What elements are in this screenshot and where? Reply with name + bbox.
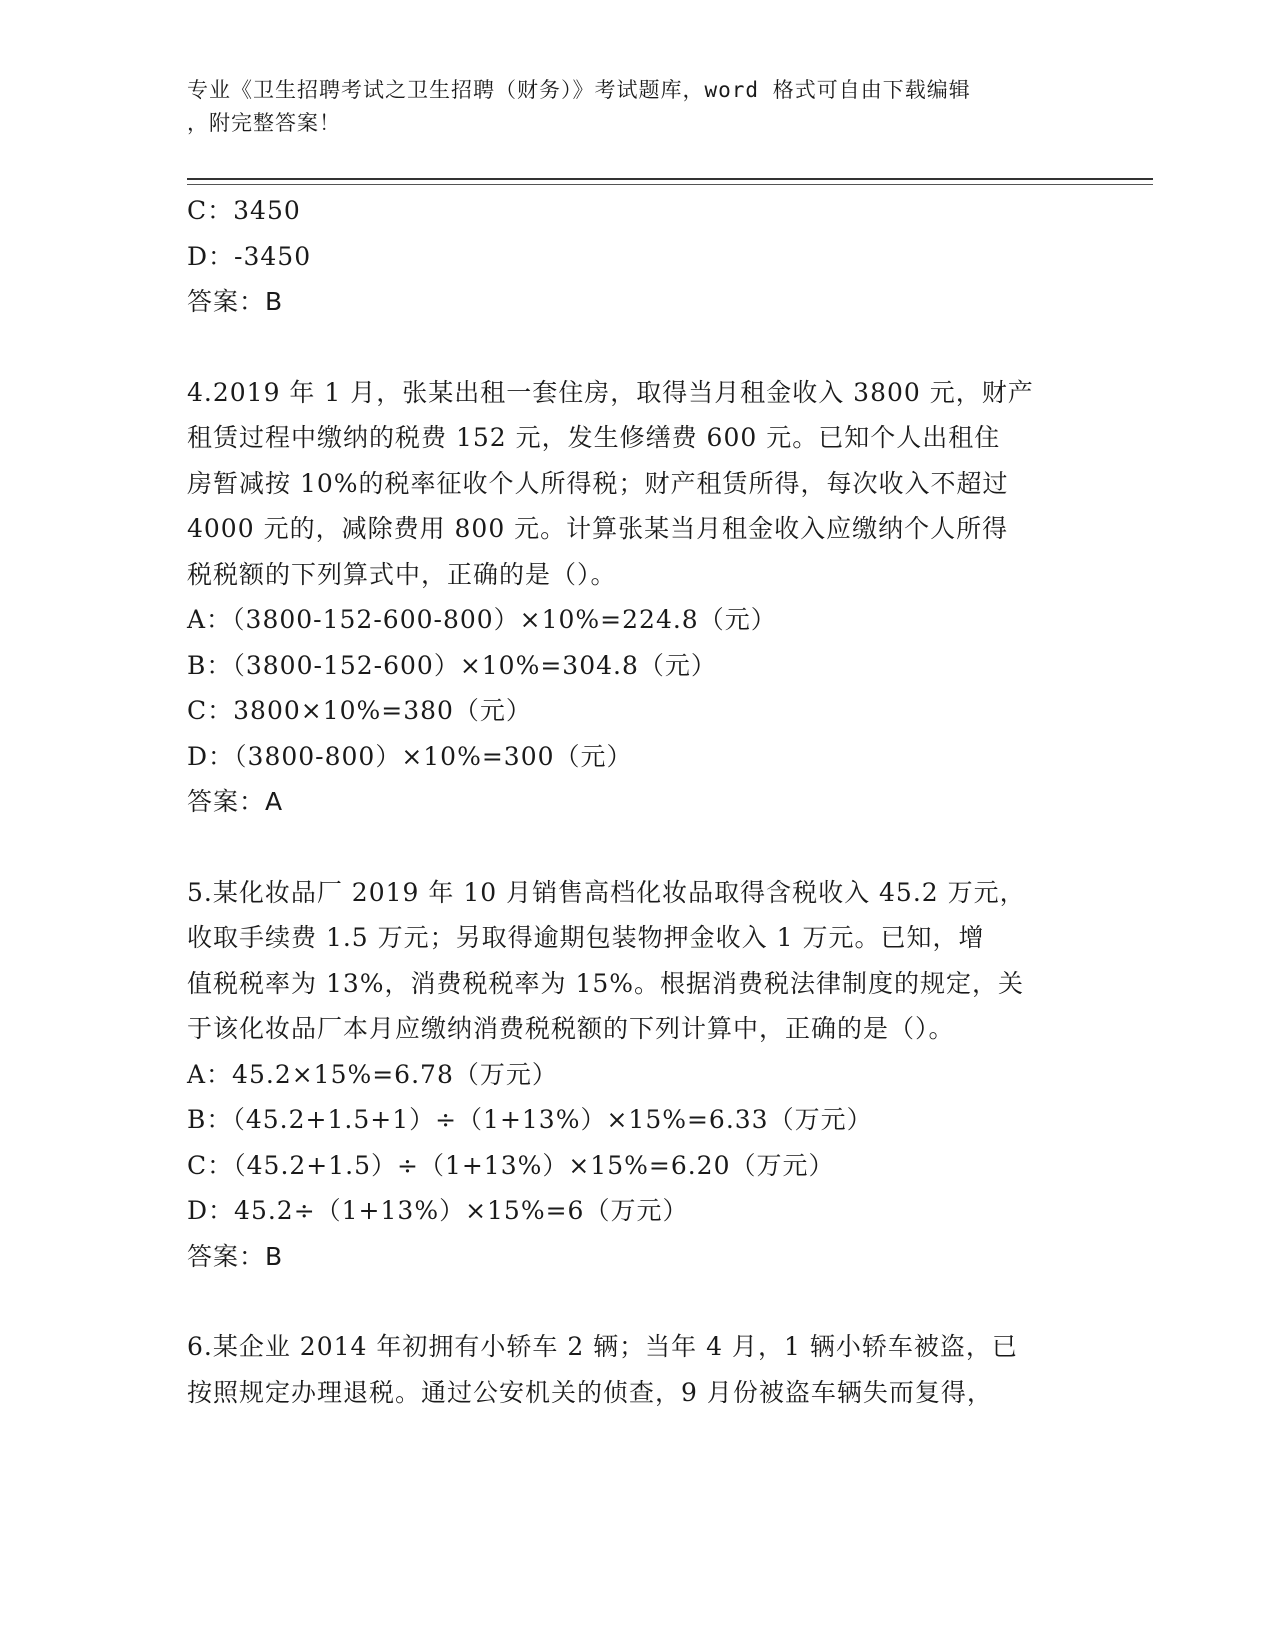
document-body [187, 188, 1087, 1415]
document-header [187, 74, 1067, 140]
q5-option-b: B：（45.2+1.5+1）÷（1+13%）×15%=6.33（万元） [187, 1105, 873, 1134]
q4-stem-line: 租赁过程中缴纳的税费 152 元，发生修缮费 600 元。已知个人出租住 [187, 423, 1001, 452]
q5-option-d: D：45.2÷（1+13%）×15%=6（万元） [187, 1196, 689, 1225]
q4-stem-line: 4.2019 年 1 月，张某出租一套住房，取得当月租金收入 3800 元，财产 [187, 377, 1034, 407]
spacer [187, 1279, 1087, 1324]
spacer [187, 325, 1087, 370]
q5-option-a: A：45.2×15%=6.78（万元） [187, 1059, 558, 1089]
q4-stem-line: 房暂减按 10%的税率征收个人所得税；财产租赁所得，每次收入不超过 [187, 468, 1009, 498]
q4-answer: 答案：A [187, 787, 284, 816]
q6-stem-line: 6.某企业 2014 年初拥有小轿车 2 辆；当年 4 月，1 辆小轿车被盗，已 [187, 1332, 1018, 1361]
q4-stem-line: 税税额的下列算式中，正确的是（）。 [187, 559, 617, 589]
q6-stem [187, 1324, 1087, 1415]
q5-stem-line: 于该化妆品厂本月应缴纳消费税税额的下列计算中，正确的是（）。 [187, 1014, 955, 1043]
q5-answer: 答案：B [187, 1241, 284, 1271]
header-line-2: ，附完整答案！ [187, 111, 341, 135]
q4-option-b: B：（3800-152-600）×10%=304.8（元） [187, 650, 717, 680]
q4-option-c: C：3800×10%=380（元） [187, 696, 532, 725]
header-divider-thin [187, 184, 1153, 185]
q5-stem-line: 收取手续费 1.5 万元；另取得逾期包装物押金收入 1 万元。已知，增 [187, 923, 985, 952]
q3-answer: 答案：B [187, 287, 284, 316]
header-line-1: 专业《卫生招聘考试之卫生招聘（财务）》考试题库，word 格式可自由下载编辑 [187, 78, 971, 102]
spacer [187, 825, 1087, 870]
q5-option-c: C：（45.2+1.5）÷（1+13%）×15%=6.20（万元） [187, 1150, 835, 1180]
q4-option-a: A：（3800-152-600-800）×10%=224.8（元） [187, 605, 777, 634]
header-divider-thick [187, 178, 1153, 180]
q5-stem [187, 870, 1087, 1052]
q5-stem-line: 5.某化妆品厂 2019 年 10 月销售高档化妆品取得含税收入 45.2 万元， [187, 877, 1026, 907]
q3-option-c: C：3450 [187, 196, 301, 225]
q4-stem-line: 4000 元的，减除费用 800 元。计算张某当月租金收入应缴纳个人所得 [187, 514, 1009, 543]
q4-stem [187, 370, 1087, 598]
q3-option-d: D：-3450 [187, 241, 312, 271]
q6-stem-line: 按照规定办理退税。通过公安机关的侦查，9 月份被盗车辆失而复得， [187, 1377, 993, 1407]
q5-stem-line: 值税税率为 13%，消费税税率为 15%。根据消费税法律制度的规定，关 [187, 968, 1025, 998]
q4-option-d: D：（3800-800）×10%=300（元） [187, 741, 633, 771]
